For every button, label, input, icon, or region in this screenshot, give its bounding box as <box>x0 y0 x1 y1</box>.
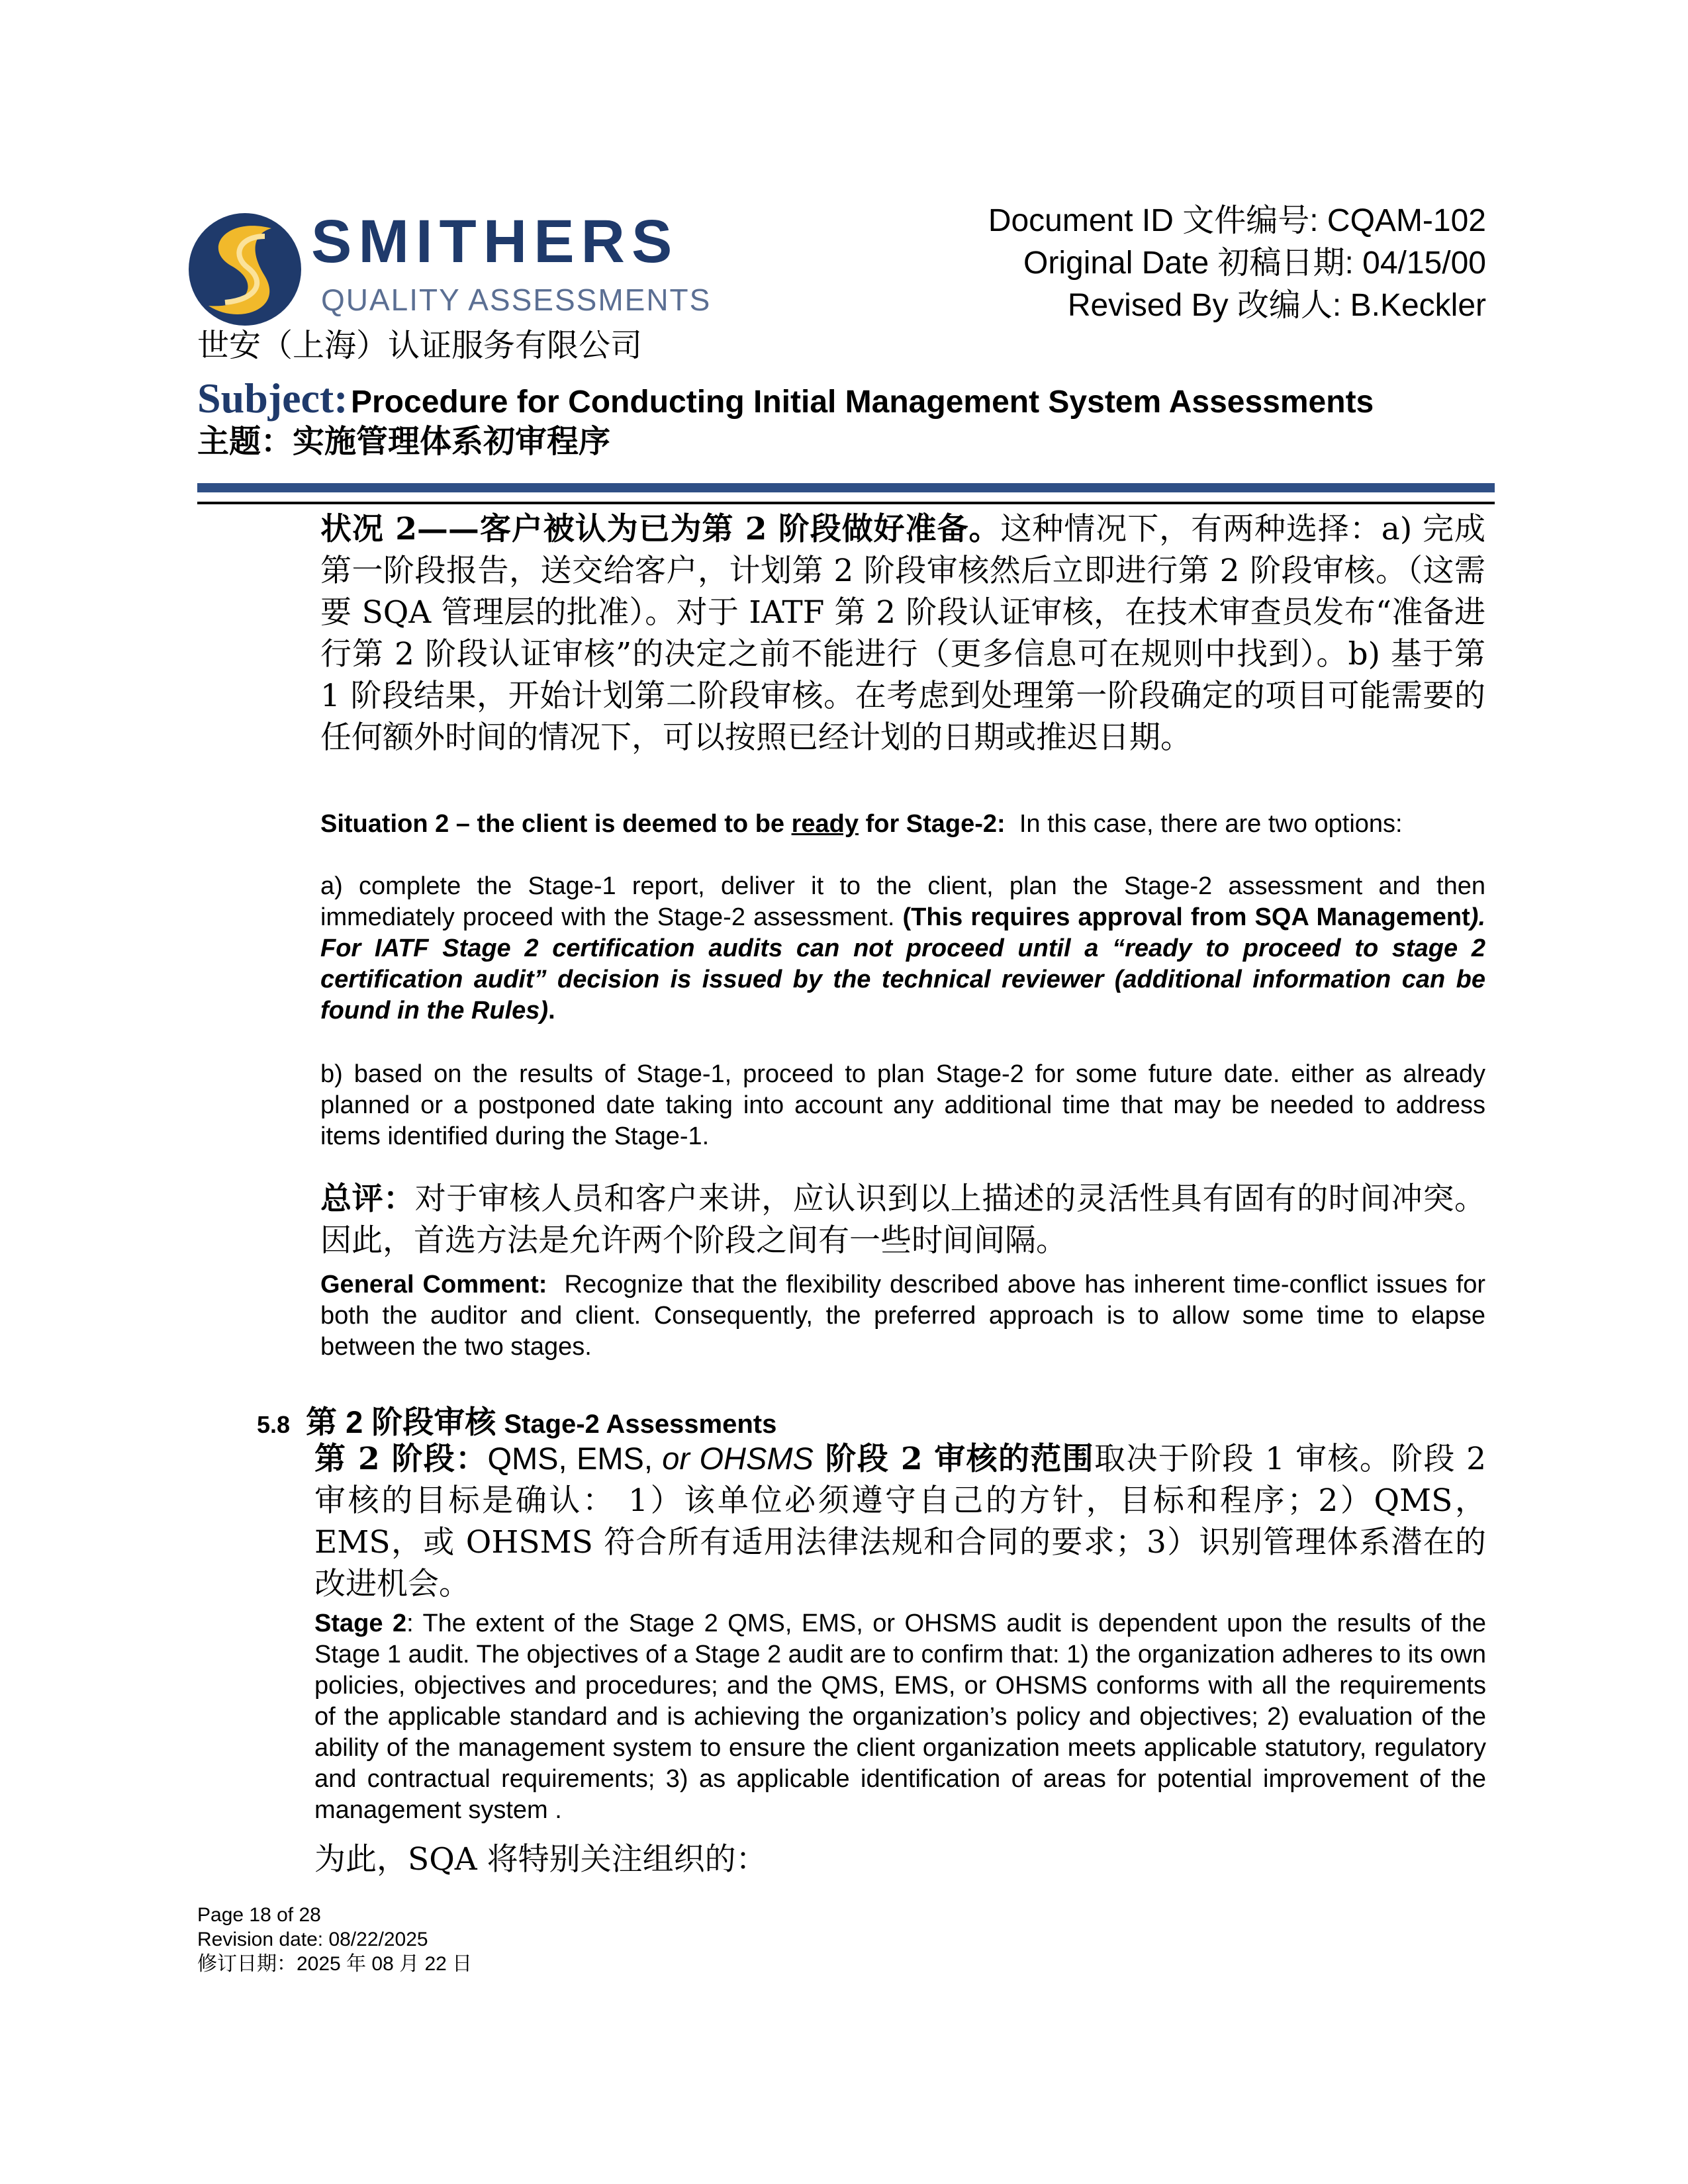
original-date: Original Date 初稿日期: 04/15/00 <box>1023 246 1486 281</box>
section-number: 5.8 <box>257 1411 291 1438</box>
revision-date: Revision date: 08/22/2025 <box>197 1929 428 1950</box>
general-comment-en-label: General Comment: <box>320 1271 547 1298</box>
general-comment-cn-label: 总评： <box>320 1181 415 1217</box>
page-number: Page 18 of 28 <box>197 1904 321 1926</box>
stage2-cn-text: 取决于阶段 1 审核。阶段 2 审核的目标是确认： 1）该单位必须遵守自己的方针，目标和程序；2）QMS，EMS，或 OHSMS 符合所有适用法律法规和合同的要求；3）识别管理体系潜在的改进机会。 <box>314 1441 1487 1602</box>
header-rule-black <box>197 502 1495 504</box>
stage2-en-label: Stage 2 <box>314 1610 407 1637</box>
situation2-en-heading-1: Situation 2 – the client is deemed to be <box>320 810 785 838</box>
situation2-option-b: b) based on the results of Stage-1, proceed to plan Stage-2 for some future date. either as already planned or a postponed date taking into account any additional time that may be needed to address items identified during the Stage-1. <box>320 1060 1485 1150</box>
subject-label: Subject: <box>197 375 348 422</box>
section-title-cn: 第 2 阶段审核 <box>306 1404 496 1439</box>
situation2-en-heading-2: for Stage-2: <box>865 810 1006 838</box>
stage2-cn-ohsms: or OHSMS <box>662 1441 814 1476</box>
option-a-end: . <box>548 997 555 1024</box>
stage2-cn-label: 第 2 阶段： <box>314 1441 488 1477</box>
option-a-bold: (This requires approval from SQA Management <box>902 903 1470 931</box>
subject-cn: 主题：实施管理体系初审程序 <box>197 424 611 459</box>
section-heading-5-8 <box>257 1398 776 1442</box>
subject-text: Procedure for Conducting Initial Management System Assessments <box>350 385 1374 420</box>
stage2-cn-last-line: 为此，SQA 将特别关注组织的： <box>314 1841 767 1878</box>
situation2-cn-text: 这种情况下，有两种选择：a) 完成第一阶段报告，送交给客户，计划第 2 阶段审核然后立即进行第 2 阶段审核。（这需要 SQA 管理层的批准）。对于 IATF 第 2 阶段认证审核，在技术审查员发布“准备进行第 2 阶段认证审核”的决定之前不能进行（更多信息可在规则中找到）。b) 基于第 1 阶段结果，开始计划第二阶段审核。在考虑到处理第一阶段确定的项目可能需要的任何额外时间的情况下，可以按照已经计划的日期或推迟日期。 <box>320 511 1485 756</box>
stage2-cn-paragraph <box>314 1437 1486 1605</box>
logo-subtitle: QUALITY ASSESSMENTS <box>321 283 712 317</box>
situation2-cn-paragraph <box>320 508 1485 758</box>
company-logo <box>185 208 741 331</box>
general-comment-en <box>320 1269 1485 1363</box>
situation2-en-paragraph <box>320 809 1485 840</box>
stage2-cn-systems: QMS, EMS, <box>487 1441 663 1476</box>
situation2-cn-heading: 状况 2——客户被认为已为第 2 阶段做好准备。 <box>320 511 1001 547</box>
general-comment-cn <box>320 1178 1485 1261</box>
page-footer <box>197 1903 472 1976</box>
company-name-cn: 世安（上海）认证服务有限公司 <box>197 327 643 364</box>
situation2-en-text: In this case, there are two options: <box>1019 810 1403 838</box>
option-a-bold-italic: ). For IATF Stage 2 certification audits can not proceed until a “ready to proceed to stage 2 certification audit” decision is issued by the technical reviewer (additional information can be found in the Rules) <box>320 903 1486 1024</box>
situation2-en-ready: ready <box>791 810 859 838</box>
revision-date-cn: 修订日期：2025 年 08 月 22 日 <box>197 1953 473 1975</box>
document-id: Document ID 文件编号: CQAM-102 <box>988 203 1486 238</box>
document-meta <box>988 200 1486 327</box>
header-rule-blue <box>197 483 1495 492</box>
subject-line <box>197 374 1374 423</box>
smithers-logo-icon <box>185 210 305 329</box>
revised-by: Revised By 改编人: B.Keckler <box>1067 288 1486 323</box>
section-title-en: Stage-2 Assessments <box>504 1410 777 1439</box>
option-a-text: a) complete the Stage-1 report, deliver it to the client, plan the Stage-2 assessment and then immediately proceed with the Stage-2 assessment. <box>320 872 1485 931</box>
general-comment-en-text: Recognize that the flexibility described above has inherent time-conflict issues for both the auditor and client. Consequently, the preferred approach is to allow some time to elapse between the two stages. <box>320 1271 1485 1361</box>
situation2-option-a <box>320 871 1485 1026</box>
stage2-cn-scope: 阶段 2 审核的范围 <box>813 1441 1094 1477</box>
stage2-en-text: : The extent of the Stage 2 QMS, EMS, or OHSMS audit is dependent upon the results of the Stage 1 audit. The objectives of a Stage 2 audit are to confirm that: 1) the organization adheres to its own policies, objectives and procedures; and the QMS, EMS, or OHSMS conforms with all the requirements of the applicable standard and is achieving the organization’s policy and objectives; 2) evaluation of the ability of the management system to ensure the client organization meets applicable statutory, regulatory and contractual requirements; 3) as applicable identification of areas for potential improvement of the management system . <box>314 1610 1486 1824</box>
general-comment-cn-text: 对于审核人员和客户来讲，应认识到以上描述的灵活性具有固有的时间冲突。因此，首选方法是允许两个阶段之间有一些时间间隔。 <box>320 1181 1485 1259</box>
logo-wordmark: SMITHERS <box>311 208 679 275</box>
stage2-en-paragraph <box>314 1608 1486 1826</box>
